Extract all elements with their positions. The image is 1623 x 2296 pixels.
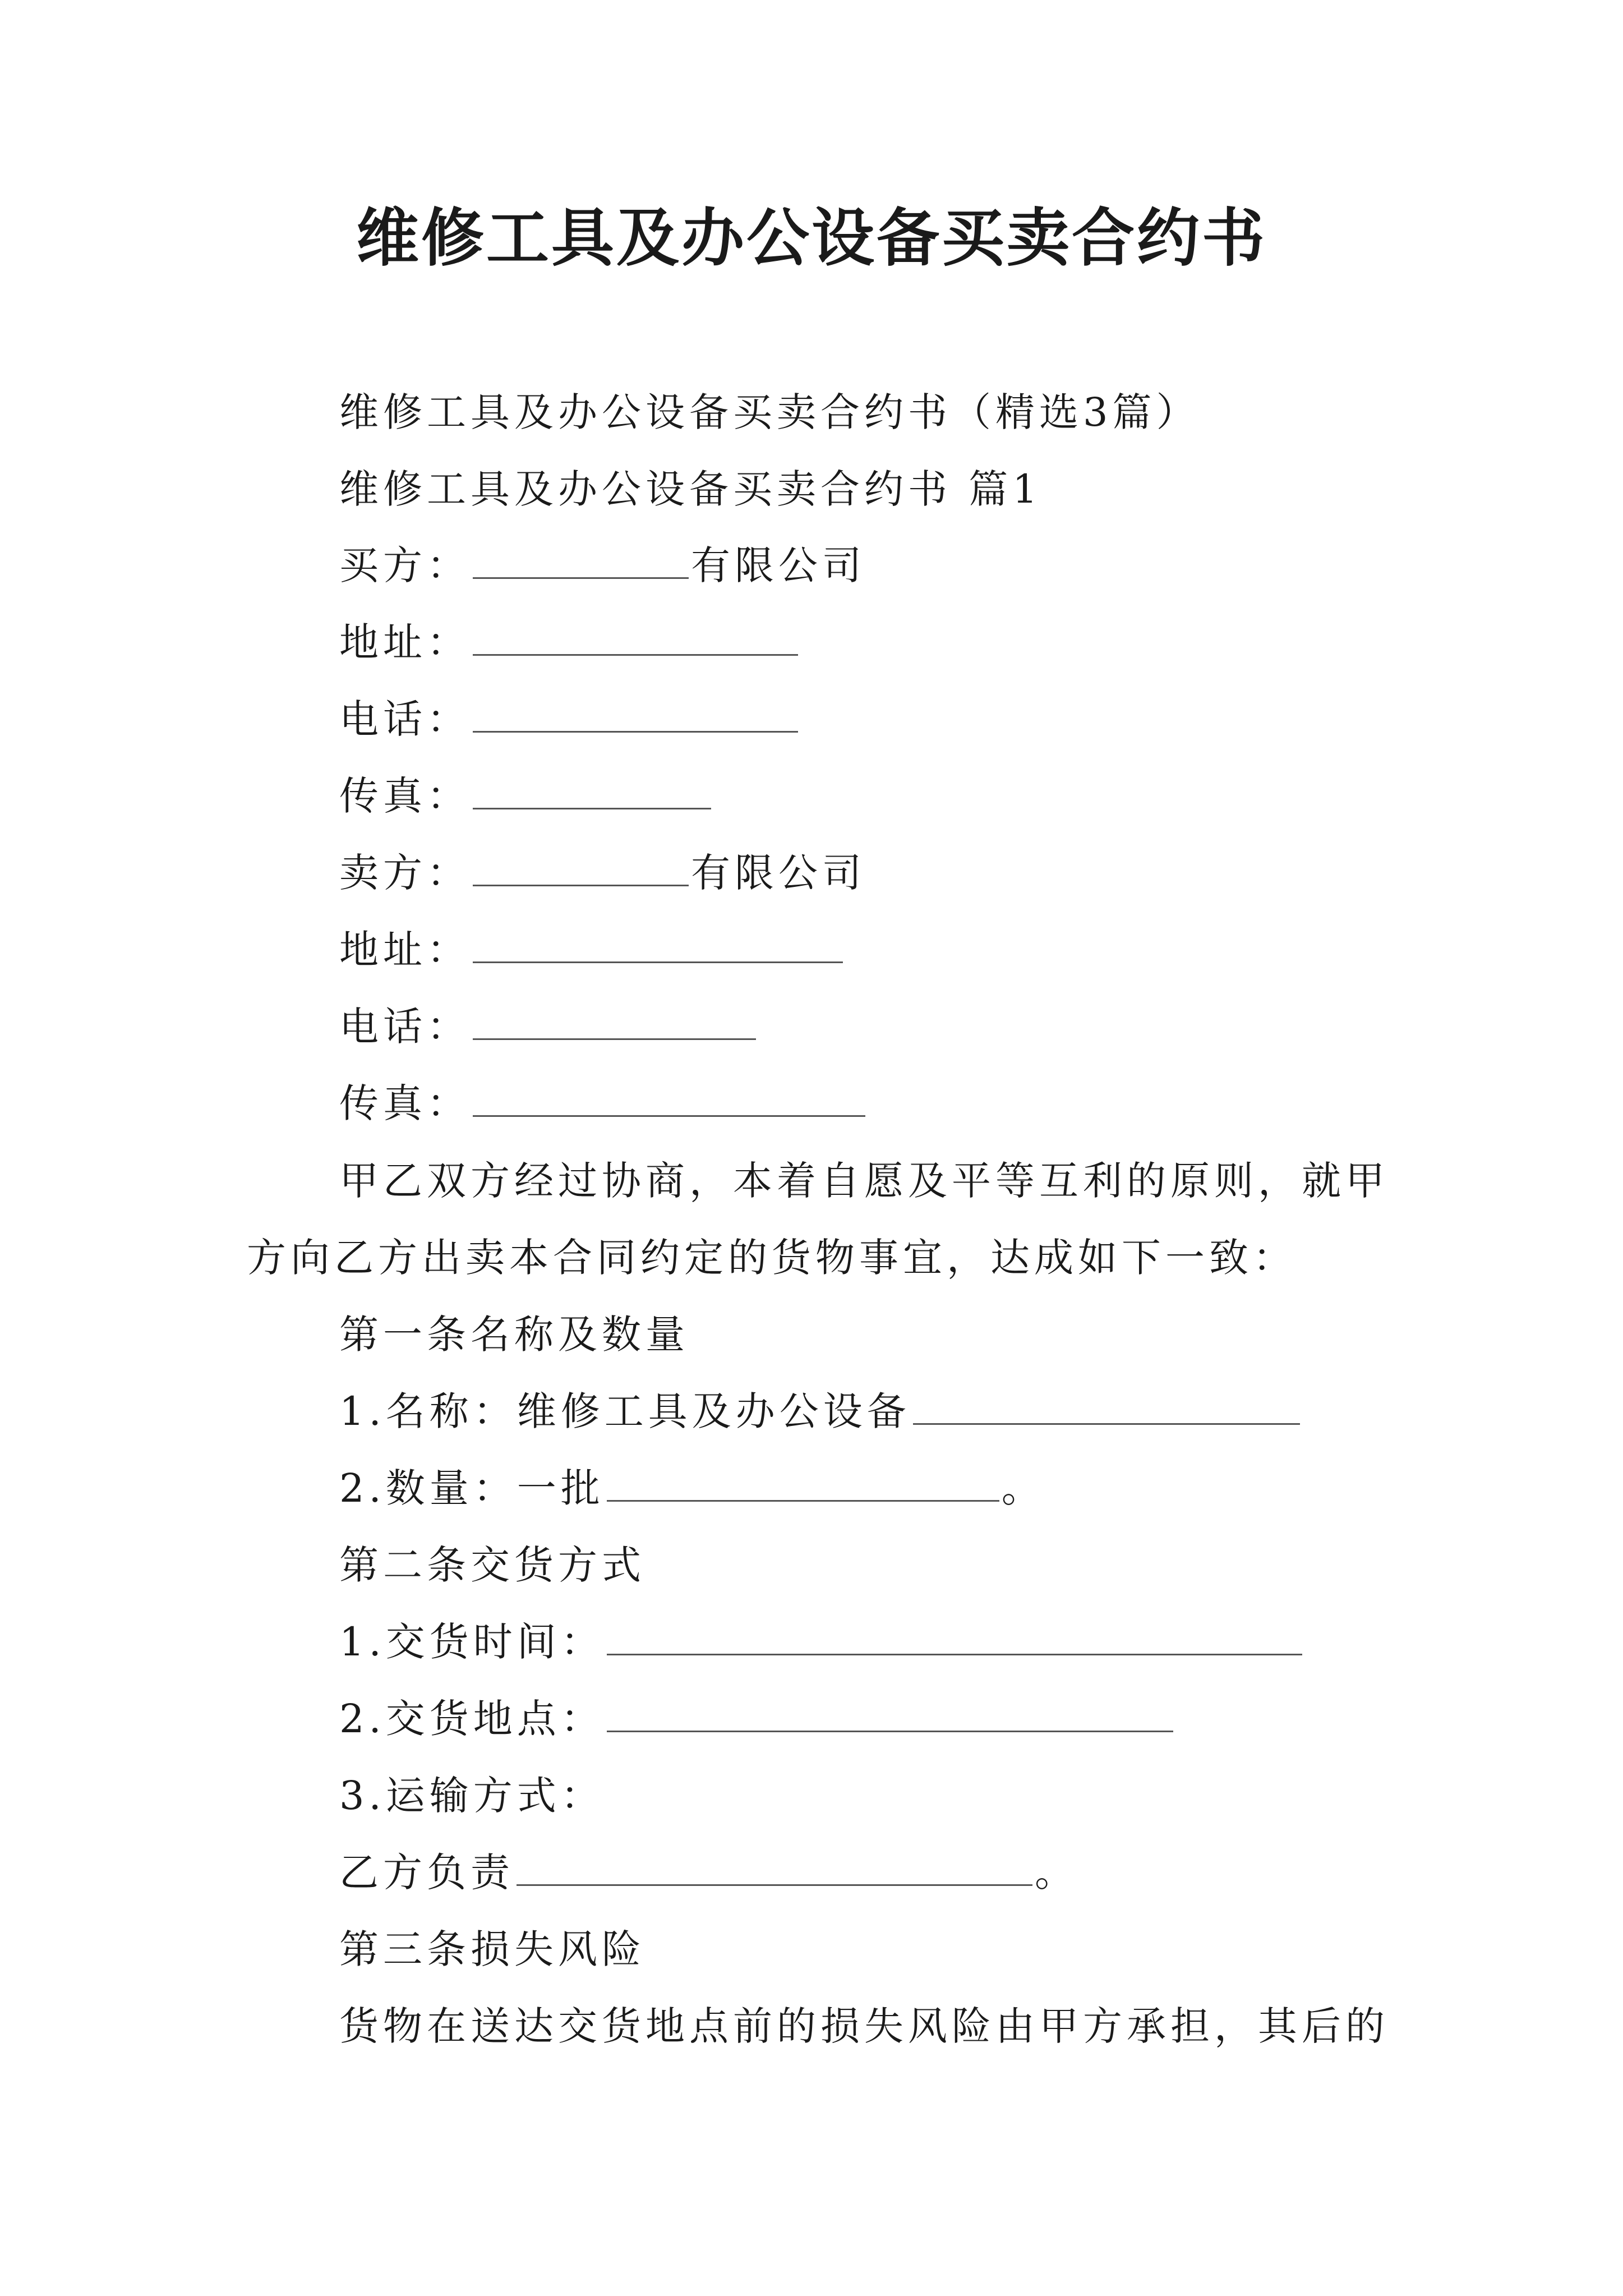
seller-suffix: 有限公司 (691, 850, 866, 896)
seller-phone-line (339, 1001, 758, 1052)
buyer-blank[interactable] (473, 542, 689, 579)
seller-fax-label: 传真： (339, 1080, 471, 1126)
delivery-time-blank[interactable] (607, 1619, 1302, 1655)
seller-address-label: 地址： (339, 927, 471, 973)
item-name-line (339, 1386, 1302, 1437)
seller-phone-label: 电话： (339, 1004, 471, 1050)
buyer-suffix: 有限公司 (691, 542, 866, 588)
seller-address-blank[interactable] (473, 927, 843, 963)
item-qty-label: 2.数量：一批 (339, 1465, 605, 1511)
seller-label: 卖方： (339, 850, 471, 896)
item-qty-line (339, 1463, 1045, 1513)
article-3-heading: 第三条损失风险 (339, 1926, 645, 1972)
seller-fax-blank[interactable] (473, 1080, 865, 1117)
responsible-label: 乙方负责 (339, 1849, 514, 1895)
seller-address-line (339, 924, 845, 975)
buyer-address-blank[interactable] (473, 619, 798, 656)
responsible-line (339, 1847, 1078, 1898)
transport-line: 3.运输方式： (339, 1773, 605, 1819)
intro-paragraph-line-1: 甲乙双方经过协商，本着自愿及平等互利的原则，就甲 (339, 1158, 1389, 1204)
responsible-suffix: 。 (1035, 1849, 1078, 1895)
buyer-phone-blank[interactable] (473, 696, 798, 733)
article-2-heading: 第二条交货方式 (339, 1542, 645, 1588)
buyer-fax-line (339, 771, 713, 821)
seller-fax-line (339, 1078, 868, 1129)
buyer-phone-line (339, 694, 800, 744)
delivery-time-line (339, 1617, 1304, 1667)
buyer-phone-label: 电话： (339, 696, 471, 742)
intro-paragraph-line-2: 方向乙方出卖本合同约定的货物事宜，达成如下一致： (247, 1235, 1297, 1281)
seller-line (339, 848, 866, 898)
item-qty-blank[interactable] (607, 1465, 999, 1502)
buyer-label: 买方： (339, 542, 471, 588)
item-qty-suffix: 。 (1001, 1465, 1045, 1511)
buyer-fax-label: 传真： (339, 773, 471, 819)
item-name-blank[interactable] (913, 1388, 1300, 1425)
subtitle: 维修工具及办公设备买卖合约书（精选3篇） (339, 389, 1200, 435)
seller-blank[interactable] (473, 850, 689, 886)
article-1-heading: 第一条名称及数量 (339, 1312, 689, 1358)
item-name-label: 1.名称：维修工具及办公设备 (339, 1388, 911, 1434)
delivery-place-line (339, 1694, 1175, 1744)
buyer-line (339, 540, 866, 591)
delivery-place-label: 2.交货地点： (339, 1696, 605, 1742)
buyer-fax-blank[interactable] (473, 773, 711, 809)
buyer-address-line (339, 617, 800, 668)
seller-phone-blank[interactable] (473, 1004, 756, 1040)
document-title: 维修工具及办公设备买卖合约书 (356, 201, 1267, 275)
responsible-blank[interactable] (517, 1849, 1032, 1886)
buyer-address-label: 地址： (339, 619, 471, 665)
risk-paragraph-line-1: 货物在送达交货地点前的损失风险由甲方承担，其后的 (339, 2003, 1389, 2049)
delivery-time-label: 1.交货时间： (339, 1619, 605, 1665)
part-heading: 维修工具及办公设备买卖合约书 篇1 (339, 466, 1042, 512)
delivery-place-blank[interactable] (607, 1696, 1173, 1732)
